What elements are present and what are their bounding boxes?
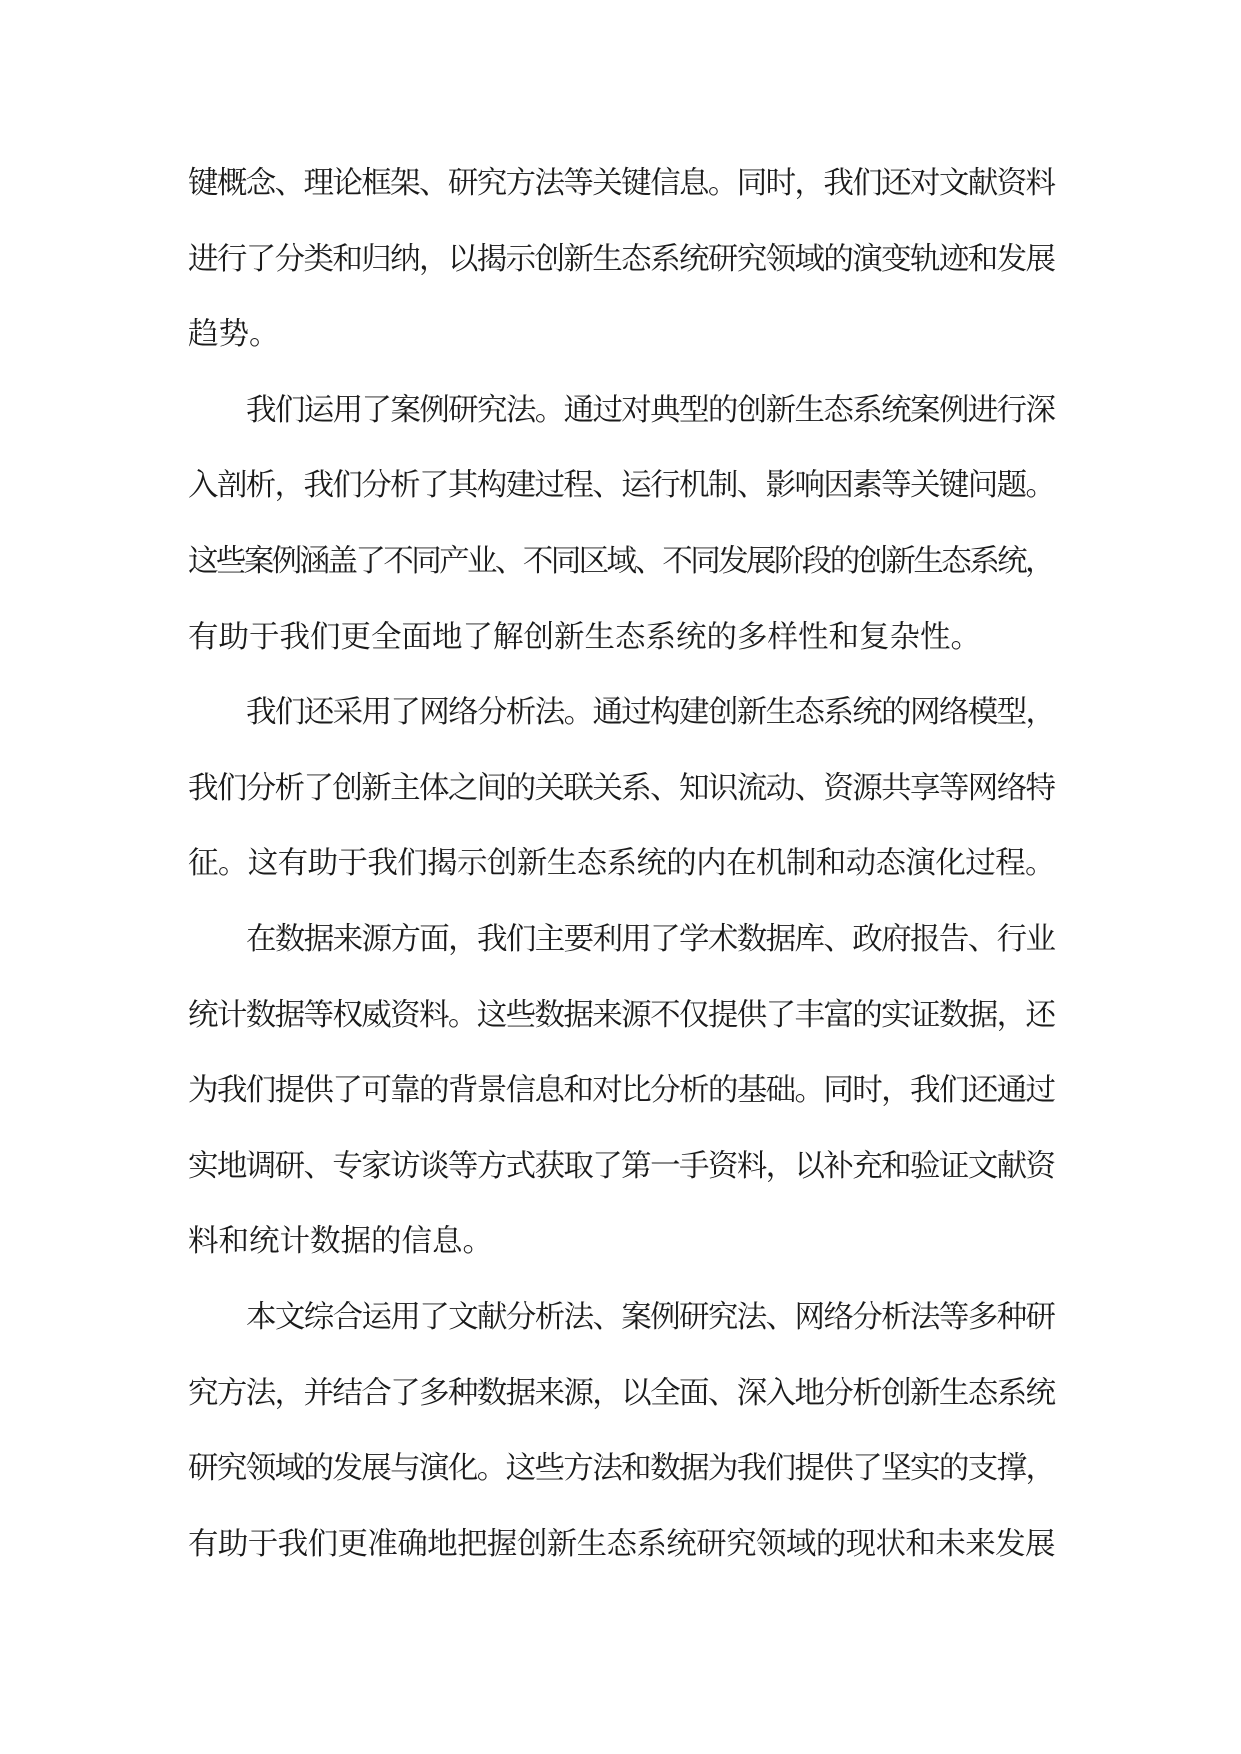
text-line: 料和统计数据的信息。 <box>188 1224 493 1260</box>
text-line: 入剖析，我们分析了其构建过程、运行机制、影响因素等关键问题。 <box>188 468 1055 504</box>
text-line: 进行了分类和归纳，以揭示创新生态系统研究领域的演变轨迹和发展 <box>188 241 1055 277</box>
text-line: 在数据来源方面，我们主要利用了学术数据库、政府报告、行业 <box>246 921 1055 957</box>
text-line: 研究领域的发展与演化。这些方法和数据为我们提供了坚实的支撑， <box>188 1451 1055 1487</box>
text-line: 键概念、理论框架、研究方法等关键信息。同时，我们还对文献资料 <box>188 166 1055 201</box>
text-line: 有助于我们更全面地了解创新生态系统的多样性和复杂性。 <box>188 619 981 655</box>
text-line: 征。这有助于我们揭示创新生态系统的内在机制和动态演化过程。 <box>188 846 1055 882</box>
text-line: 实地调研、专家访谈等方式获取了第一手资料，以补充和验证文献资 <box>188 1148 1055 1184</box>
body-text <box>188 146 1056 1582</box>
text-line: 我们运用了案例研究法。通过对典型的创新生态系统案例进行深 <box>246 392 1055 428</box>
text-line: 统计数据等权威资料。这些数据来源不仅提供了丰富的实证数据，还 <box>188 997 1055 1033</box>
text-line: 这些案例涵盖了不同产业、不同区域、不同发展阶段的创新生态系统， <box>188 543 1053 579</box>
text-line: 我们还采用了网络分析法。通过构建创新生态系统的网络模型， <box>246 695 1055 731</box>
text-line: 究方法，并结合了多种数据来源，以全面、深入地分析创新生态系统 <box>188 1375 1055 1411</box>
text-line: 有助于我们更准确地把握创新生态系统研究领域的现状和未来发展 <box>188 1526 1055 1562</box>
text-line: 本文综合运用了文献分析法、案例研究法、网络分析法等多种研 <box>246 1299 1055 1335</box>
text-line: 我们分析了创新主体之间的关联关系、知识流动、资源共享等网络特 <box>188 770 1055 806</box>
text-line: 为我们提供了可靠的背景信息和对比分析的基础。同时，我们还通过 <box>188 1073 1055 1109</box>
text-line: 趋势。 <box>188 317 280 353</box>
